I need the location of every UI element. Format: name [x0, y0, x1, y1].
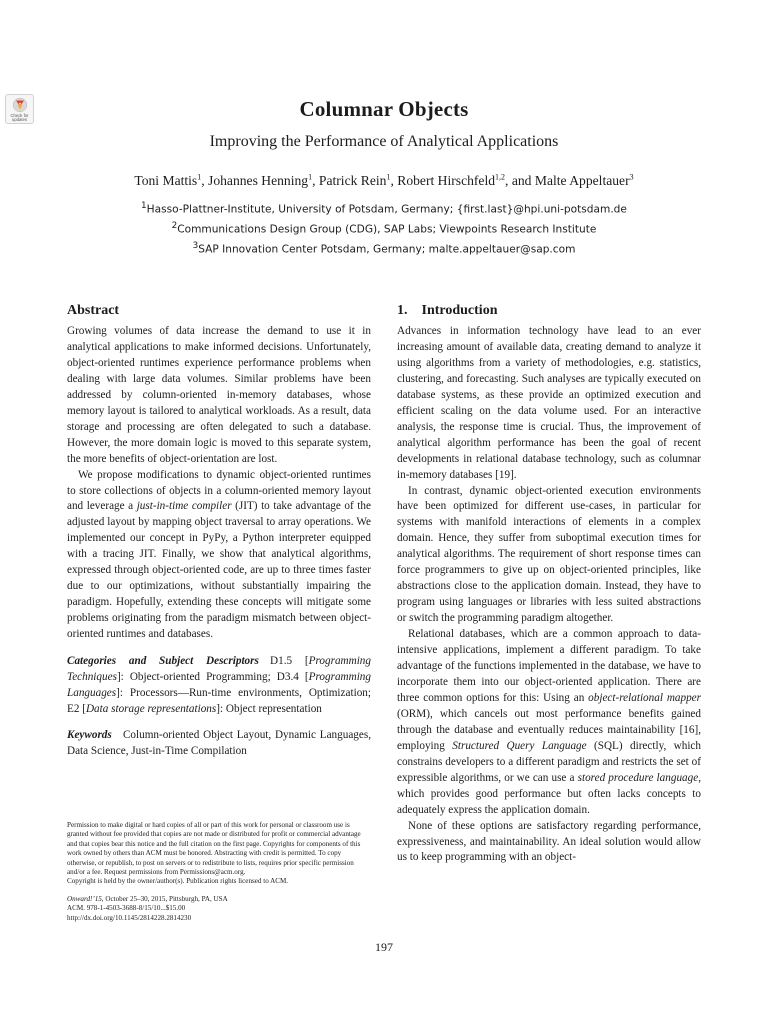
descriptors-text: ]: Object-oriented Programming; D3.4 [: [116, 671, 309, 684]
conference-details: October 25–30, 2015, Pittsburgh, PA, USA: [103, 894, 228, 903]
descriptors-emphasis: Programming Techniques: [67, 655, 371, 684]
abstract-paragraph-2: [67, 468, 371, 643]
descriptors-text: D1.5 [: [270, 655, 309, 668]
keywords: [67, 728, 371, 760]
descriptors-text: ]: Object representation: [216, 702, 322, 715]
badge-line-2: updates: [12, 117, 27, 123]
intro-text: (SQL) directly, which constrains developers to a different paradigm and restricts the set of expressible algorithms, or we can use a: [397, 739, 701, 784]
author-affiliation-mark: 1: [386, 172, 391, 182]
doi-link[interactable]: http://dx.doi.org/10.1145/2814228.2814230: [67, 913, 192, 922]
abstract-emphasis: just-in-time compiler: [136, 500, 232, 513]
intro-emphasis: object-relational mapper: [588, 691, 701, 704]
affiliation-mark: 2: [171, 221, 178, 232]
intro-text: (ORM), which cancels out most performance benefits gained through the database and eventually reduces maintainability [16], employing: [397, 707, 701, 752]
introduction-heading: 1. Introduction: [397, 303, 498, 318]
conference-name: Onward!’15,: [67, 894, 104, 903]
subject-descriptors: [67, 654, 371, 718]
affiliation: [0, 218, 768, 238]
left-column: [67, 302, 371, 760]
copyright-block: [67, 821, 371, 923]
badge-line-1: Check for: [10, 112, 29, 118]
affiliation: [0, 198, 768, 218]
intro-text: , which provides good performance but often lacks concepts to adequately express the application domain.: [397, 771, 701, 816]
author-affiliation-mark: 1: [197, 172, 202, 182]
author-list: [0, 173, 768, 189]
author-separator: ,: [312, 173, 319, 188]
affiliation-text: Communications Design Group (CDG), SAP Labs; Viewpoints Research Institute: [177, 223, 597, 236]
abstract-text: (JIT) to take advantage of the adjusted layout by mapping object traversal to array operations. We implemented our concept in PyPy, a Python interpreter equipped with a tracing JIT. Finally, we show that analytical algorithms, expressed through object-oriented code, are up to three times faster due to our optimizations, without substantially impairing the paradigm. Hopefully, extending these concepts will mitigate some problems originating from the paradigm mismatch between object-oriented runtimes and databases.: [67, 500, 371, 641]
affiliation: [0, 238, 768, 258]
author-separator: ,: [390, 173, 398, 188]
intro-emphasis: Structured Query Language: [452, 739, 587, 752]
affiliation-mark: 1: [141, 201, 147, 211]
acm-line: ACM. 978-1-4503-3688-8/15/10...$15.00: [67, 904, 186, 913]
intro-emphasis: stored procedure language: [577, 771, 699, 784]
conference-line: [67, 895, 371, 904]
descriptors-text: ]: Processors—Run-time environments, Optimization; E2 [: [67, 686, 371, 715]
affiliation-text: SAP Innovation Center Potsdam, Germany; malte.appeltauer@sap.com: [198, 243, 576, 256]
author-separator: ,: [201, 173, 209, 188]
introduction-paragraph-4: None of these options are satisfactory regarding performance, expressiveness, and maintainability. An ideal solution would allow us to keep programming with an object-: [397, 819, 701, 864]
right-column: [397, 302, 701, 866]
descriptors-label: Categories and Subject Descriptors: [67, 655, 259, 668]
introduction-paragraph-2: In contrast, dynamic object-oriented execution environments have been optimized for different use-cases, in particular for systems with manifold interactions of elements in a complex domain. Hence, they suffer from suboptimal execution times for analytical algorithms. The requirement of short response times can force programmers to give up on object-oriented principles, like abstractions close to the application domain. Instead, they have to program using languages or libraries with less suited abstractions or switch the programming paradigm altogether.: [397, 484, 701, 625]
introduction-paragraph-1: Advances in information technology have lead to an ever increasing amount of available data, creating demand to analyze it using algorithms from a variety of methodologies, e.g. statistics, clustering, and forecasting. Such analyses are typically executed on database systems, as these provide an optimized execution and efficient scaling on the data volume used. For an interactive analysis, the response time is crucial. Thus, the improvement of analytical algorithm performance has been the goal of recent developments in relational database technology, such as columnar in-memory databases [19].: [397, 325, 701, 481]
keywords-text: Column-oriented Object Layout, Dynamic Languages, Data Science, Just-in-Time Compilation: [67, 728, 371, 757]
author-affiliation-mark: 1,2: [495, 172, 506, 182]
affiliation-list: [0, 198, 768, 258]
abstract-heading: Abstract: [67, 303, 120, 318]
abstract-text: We propose modifications to dynamic object-oriented runtimes to store collections of objects in a column-oriented memory layout and leverage a: [67, 468, 371, 513]
permission-notice: Permission to make digital or hard copies of all or part of this work for personal or classroom use is granted without fee provided that copies are not made or distributed for profit or commercial advantage and that copies bear this notice and the full citation on the first page. Copyrights for components of this work owned by others than ACM must be honored. Abstracting with credit is permitted. To copy otherwise, or republish, to post on servers or to redistribute to lists, requires prior specific permission and/or a fee. Request permissions from Permissions@acm.org.: [67, 821, 361, 877]
author-separator: , and: [505, 173, 535, 188]
keywords-label: Keywords: [67, 728, 112, 741]
author-name: Toni Mattis: [134, 173, 198, 188]
author-name: Patrick Rein: [318, 173, 387, 188]
affiliation-text: Hasso-Plattner-Institute, University of Potsdam, Germany; {first.last}@hpi.uni-potsdam.de: [146, 203, 627, 216]
copyright-owner: Copyright is held by the owner/author(s). Publication rights licensed to ACM.: [67, 877, 289, 886]
author-name: Robert Hirschfeld: [397, 173, 496, 188]
author-name: Malte Appeltauer: [534, 173, 630, 188]
abstract-paragraph-1: Growing volumes of data increase the demand to use it in analytical applications to make informed decisions. Unfortunately, object-oriented runtimes experience performance problems when dealing with large data volumes. Similar problems have been addressed by column-oriented in-memory databases, whose memory layout is tailored to analytical workloads. As a result, data storage and processing are often delegated to such a database. However, the more domain logic is moved to this separate system, the more benefits of object-orientation are lost.: [67, 325, 371, 465]
paper-title: Columnar Objects: [299, 97, 469, 121]
affiliation-mark: 3: [192, 241, 199, 252]
intro-text: Relational databases, which are a common approach to data-intensive applications, implement a different paradigm. To take advantage of the functions implemented in the database, we have to incorporate them into our object-oriented application. There are three common options for this: Using an: [397, 628, 701, 704]
descriptors-emphasis: Programming Languages: [67, 671, 371, 699]
paper-subtitle: Improving the Performance of Analytical Applications: [209, 133, 559, 150]
page-number: 197: [375, 940, 393, 954]
author-affiliation-mark: 3: [629, 172, 634, 182]
descriptors-emphasis: Data storage representations: [85, 702, 217, 715]
author-affiliation-mark: 1: [308, 172, 313, 182]
author-name: Johannes Henning: [208, 173, 309, 188]
introduction-paragraph-3: [397, 627, 701, 818]
